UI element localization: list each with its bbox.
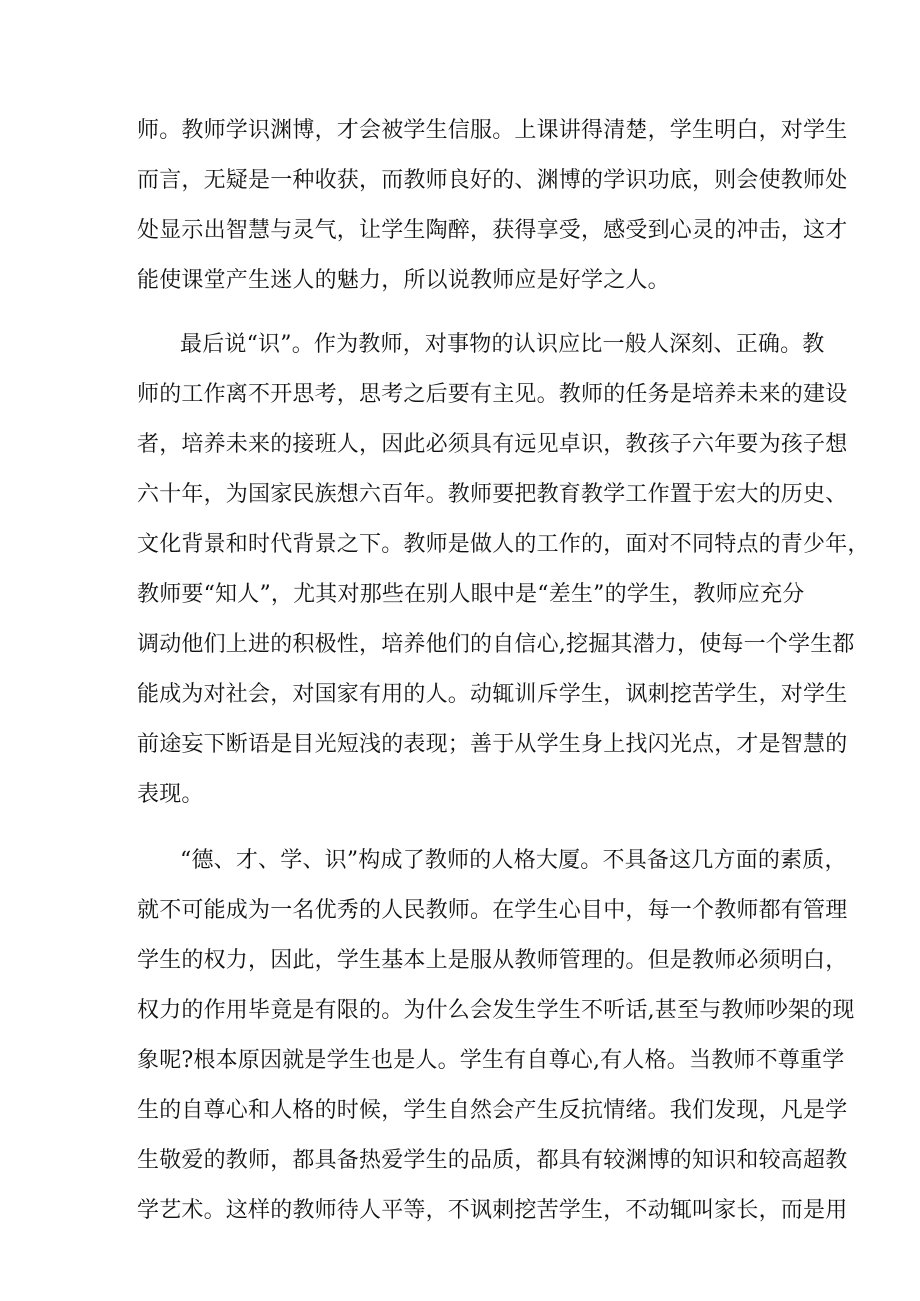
paragraph-3-line-8: 学艺术。这样的教师待人平等，不讽刺挖苦学生，不动辄叫家长，而是用	[137, 1198, 848, 1223]
paragraph-1-line-2: 而言，无疑是一种收获，而教师良好的、渊博的学识功底，则会使教师处	[137, 168, 848, 193]
paragraph-3-line-5: 象呢?根本原因就是学生也是人。学生有自尊心,有人格。当教师不尊重学	[137, 1048, 845, 1073]
paragraph-3-line-1: “德、才、学、识”构成了教师的人格大厦。不具备这几方面的素质，	[180, 848, 847, 873]
paragraph-2-line-7: 调动他们上进的积极性，培养他们的自信心,挖掘其潜力，使每一个学生都	[137, 632, 855, 657]
paragraph-2-line-2: 师的工作离不开思考，思考之后要有主见。教师的任务是培养未来的建设	[137, 382, 848, 407]
paragraph-2-line-4: 六十年，为国家民族想六百年。教师要把教育教学工作置于宏大的历史、	[137, 482, 848, 507]
paragraph-2-line-10: 表现。	[137, 782, 204, 807]
paragraph-3-line-2: 就不可能成为一名优秀的人民教师。在学生心目中，每一个教师都有管理	[137, 898, 848, 923]
paragraph-2-line-1: 最后说“识”。作为教师，对事物的认识应比一般人深刻、正确。教	[180, 332, 825, 357]
paragraph-3-line-3: 学生的权力，因此，学生基本上是服从教师管理的。但是教师必须明白，	[137, 948, 848, 973]
paragraph-3-line-6: 生的自尊心和人格的时候，学生自然会产生反抗情绪。我们发现，凡是学	[137, 1098, 848, 1123]
paragraph-1-line-1: 师。教师学识渊博，才会被学生信服。上课讲得清楚，学生明白，对学生	[137, 118, 848, 143]
paragraph-3-line-4: 权力的作用毕竟是有限的。为什么会发生学生不听话,甚至与教师吵架的现	[137, 998, 855, 1023]
paragraph-2-line-8: 能成为对社会，对国家有用的人。动辄训斥学生，讽刺挖苦学生，对学生	[137, 682, 848, 707]
paragraph-2-line-5: 文化背景和时代背景之下。教师是做人的工作的，面对不同特点的青少年，	[137, 532, 870, 557]
paragraph-1-line-4: 能使课堂产生迷人的魅力，所以说教师应是好学之人。	[137, 268, 670, 293]
paragraph-3-line-7: 生敬爱的教师，都具备热爱学生的品质，都具有较渊博的知识和较高超教	[137, 1148, 848, 1173]
paragraph-1-line-3: 处显示出智慧与灵气，让学生陶醉，获得享受，感受到心灵的冲击，这才	[137, 218, 848, 243]
paragraph-2-line-6: 教师要“知人”，尤其对那些在别人眼中是“差生”的学生，教师应充分	[137, 582, 805, 607]
paragraph-2-line-3: 者，培养未来的接班人，因此必须具有远见卓识，教孩子六年要为孩子想	[137, 432, 848, 457]
paragraph-2-line-9: 前途妄下断语是目光短浅的表现；善于从学生身上找闪光点，才是智慧的	[137, 732, 848, 757]
